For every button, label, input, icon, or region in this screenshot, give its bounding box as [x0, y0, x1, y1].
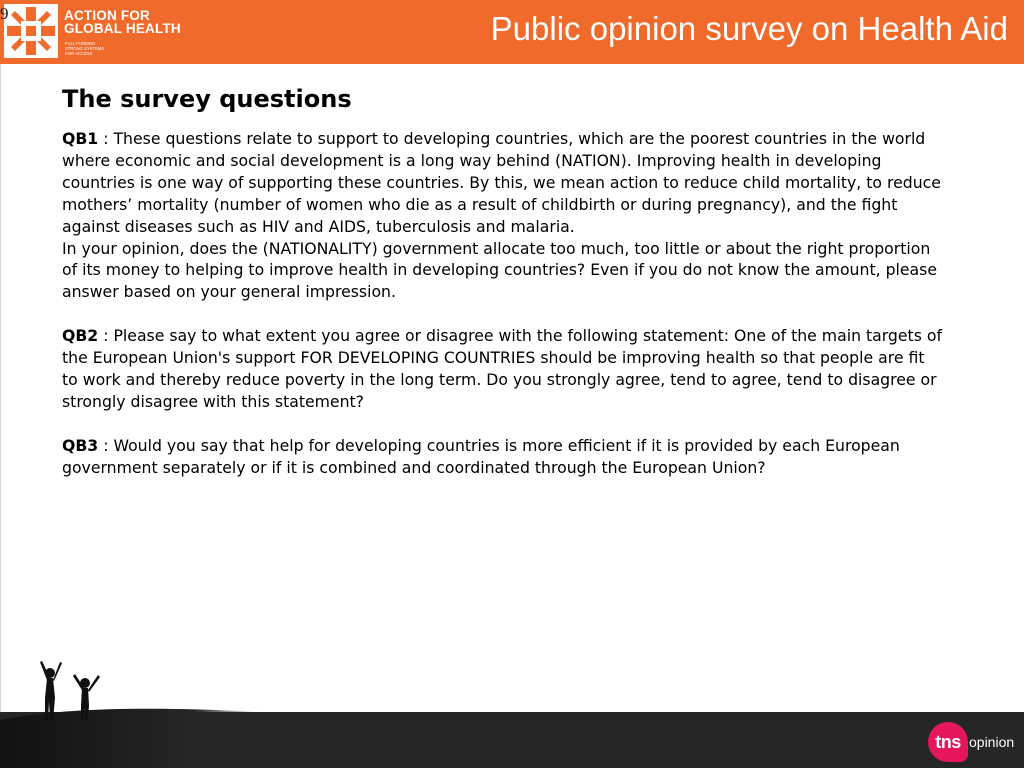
logo-line-2: GLOBAL HEALTH: [64, 21, 181, 36]
logo-tagline-1: FULL FUNDING: [65, 41, 96, 46]
question-qb3-paragraph: [62, 435, 942, 479]
header-bar: [0, 0, 1024, 64]
logo-tagline-3: FAIR ACCESS: [65, 51, 93, 56]
question-qb2: [62, 325, 942, 413]
slide-content: [62, 82, 942, 500]
celebrating-people-silhouette-icon: [0, 650, 260, 768]
slide-header-title: Public opinion survey on Health Aid: [490, 10, 1008, 47]
question-qb3: [62, 435, 942, 479]
logo-tagline: [65, 41, 104, 56]
question-qb2-paragraph: [62, 325, 942, 413]
question-label: QB1: [62, 129, 99, 148]
question-text: : Please say to what extent you agree or disagree with the following statement: One of the main targets of the European Union's support FOR DEVELOPING COUNTRIES should be improving health so that people are fit to work and thereby reduce poverty in the long term. Do you strongly agree, tend to agree, tend to disagree or strongly disagree with this statement?: [62, 326, 942, 411]
logo-wordmark: [64, 9, 181, 35]
question-text: : These questions relate to support to developing countries, which are the poorest countries in the world where economic and social development is a long way behind (NATION). Improving health in developing countries is one way of supporting these countries. By this, we mean action to reduce child mortality, to reduce mothers’ mortality (number of women who die as a result of childbirth or during pregnancy), and the fight against diseases such as HIV and AIDS, tuberculosis and malaria.: [62, 129, 941, 236]
action-for-global-health-logo-icon: [4, 4, 58, 58]
slide-number: 9: [0, 4, 9, 23]
question-label: QB2: [62, 326, 99, 346]
tns-logo-word: opinion: [969, 734, 1015, 750]
section-title: The survey questions: [62, 85, 352, 113]
tns-logo-mark: tns: [928, 722, 968, 762]
question-qb1-paragraph: [62, 128, 942, 238]
left-divider: [0, 64, 1, 712]
question-qb1: [62, 128, 942, 303]
logo-tagline-2: STRONG SYSTEMS: [65, 46, 105, 51]
question-qb1-paragraph-2: In your opinion, does the (NATIONALITY) government allocate too much, too little or about the right proportion of its money to helping to improve health in developing countries? Even if you do not know the amount, please answer based on your general impression.: [62, 238, 937, 302]
question-label: QB3: [62, 435, 99, 455]
question-text: : Would you say that help for developing countries is more efficient if it is provided by each European government separately or if it is combined and coordinated through the European Union?: [62, 435, 900, 477]
logo-line-1: ACTION FOR: [64, 8, 150, 23]
